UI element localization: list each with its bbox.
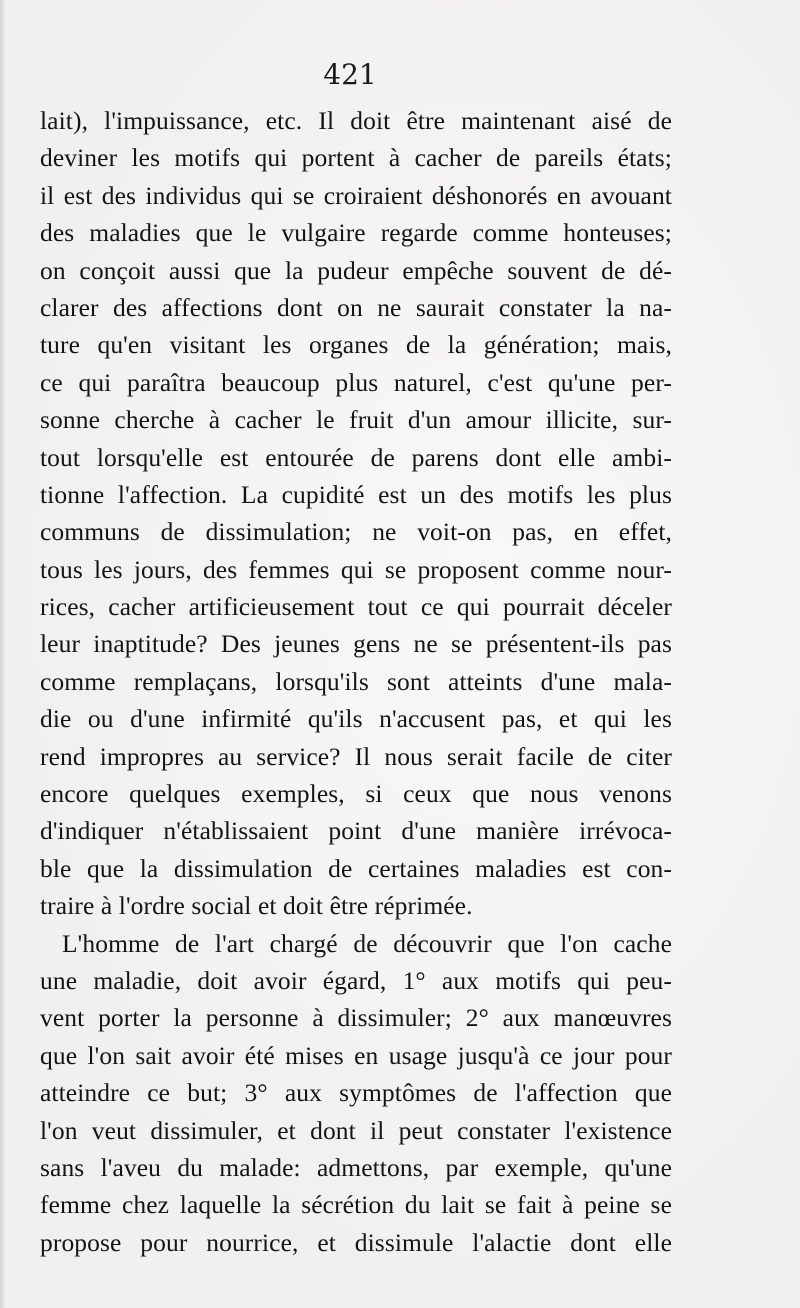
text-line: ble que la dissimulation de certaines maladies est con- — [40, 853, 672, 883]
text-line: d'indiquer n'établissaient point d'une manière irrévoca- — [40, 816, 672, 846]
text-line: sans l'aveu du malade: admettons, par exemple, qu'une — [40, 1152, 672, 1182]
text-line: tout lorsqu'elle est entourée de parens dont elle ambi- — [40, 442, 672, 472]
text-line: die ou d'une infirmité qu'ils n'accusent pas, et qui les — [40, 704, 672, 734]
text-line: ture qu'en visitant les organes de la génération; mais, — [40, 330, 672, 360]
text-line: on conçoit aussi que la pudeur empêche souvent de dé- — [40, 255, 672, 285]
text-line: atteindre ce but; 3° aux symptômes de l'affection que — [40, 1078, 672, 1108]
text-line: rices, cacher artificieusement tout ce qui pourrait déceler — [40, 592, 672, 622]
page-number: 421 — [323, 58, 377, 91]
text-line: que l'on sait avoir été mises en usage jusqu'à ce jour pour — [40, 1040, 672, 1070]
text-line: comme remplaçans, lorsqu'ils sont atteints d'une mala- — [40, 666, 672, 696]
text-line: l'on veut dissimuler, et dont il peut constater l'existence — [40, 1115, 672, 1145]
text-line: leur inaptitude? Des jeunes gens ne se présentent-ils pas — [40, 629, 672, 659]
text-line: lait), l'impuissance, etc. Il doit être maintenant aisé de — [40, 106, 672, 135]
text-line: communs de dissimulation; ne voit-on pas, en effet, — [40, 517, 672, 547]
text-line: clarer des affections dont on ne saurait constater la na- — [40, 292, 672, 322]
text-line: une maladie, doit avoir égard, 1° aux motifs qui peu- — [40, 965, 672, 995]
text-line: sonne cherche à cacher le fruit d'un amour illicite, sur- — [40, 405, 672, 435]
text-line: rend impropres au service? Il nous serait facile de citer — [40, 741, 672, 771]
paragraph-end-line: traire à l'ordre social et doit être réprimée. — [40, 891, 473, 921]
text-line: des maladies que le vulgaire regarde comme honteuses; — [40, 218, 672, 248]
text-line: encore quelques exemples, si ceux que nous venons — [40, 779, 672, 809]
text-line: deviner les motifs qui portent à cacher de pareils états; — [40, 143, 672, 173]
text-line: femme chez laquelle la sécrétion du lait se fait à peine se — [40, 1190, 672, 1220]
page-edge-shadow — [0, 0, 6, 1308]
text-line: propose pour nourrice, et dissimule l'alactie dont elle — [40, 1227, 672, 1257]
text-line: ce qui paraîtra beaucoup plus naturel, c'est qu'une per- — [40, 367, 672, 397]
body-text — [40, 102, 672, 1261]
text-line: vent porter la personne à dissimuler; 2° aux manœuvres — [40, 1003, 672, 1033]
text-line: il est des individus qui se croiraient déshonorés en avouant — [40, 180, 672, 210]
text-line: tionne l'affection. La cupidité est un des motifs les plus — [40, 479, 672, 509]
text-line: tous les jours, des femmes qui se proposent comme nour- — [40, 554, 672, 584]
paragraph-start-line: L'homme de l'art chargé de découvrir que l'on cache — [62, 928, 672, 958]
